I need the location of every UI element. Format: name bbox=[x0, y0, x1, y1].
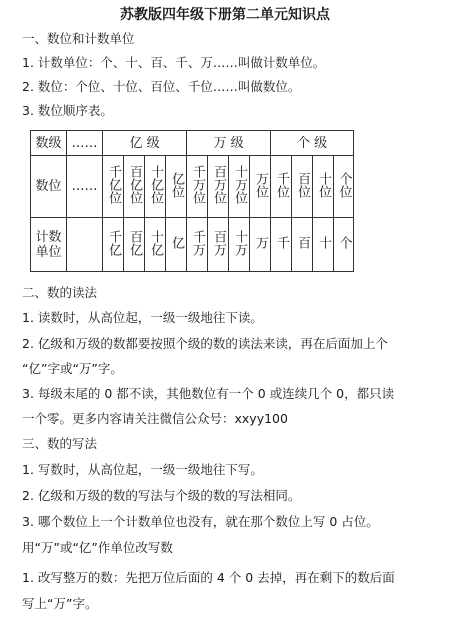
unit-label: 百亿 bbox=[127, 229, 142, 256]
unit-label: 十亿 bbox=[148, 229, 163, 256]
unit-row-label: 计数单位 bbox=[35, 229, 62, 260]
unit-label: 亿 bbox=[169, 236, 184, 249]
section-1-heading: 一、数位和计数单位 bbox=[22, 31, 135, 46]
unit-cell bbox=[124, 218, 145, 272]
place-label: 千位 bbox=[274, 171, 290, 198]
unit-label: 十万 bbox=[232, 229, 248, 256]
unit-label: 万 bbox=[253, 236, 269, 249]
place-label: 万位 bbox=[253, 171, 269, 198]
place-cell bbox=[334, 156, 354, 218]
place-cell bbox=[166, 156, 187, 218]
place-cell bbox=[313, 156, 334, 218]
place-cell bbox=[250, 156, 271, 218]
place-label: 十亿位 bbox=[148, 165, 163, 204]
unit-label: 十 bbox=[316, 236, 332, 249]
section-1-item-1: 1. 计数单位：个、十、百、千、万……叫做计数单位。 bbox=[22, 55, 326, 70]
place-label: 十万位 bbox=[232, 165, 248, 204]
unit-cell bbox=[271, 218, 292, 272]
place-label: 十位 bbox=[316, 171, 332, 198]
place-label: 千亿位 bbox=[106, 165, 121, 204]
section-2-item-2-line-2: “亿”字或“万”字。 bbox=[22, 361, 123, 376]
unit-label: 千 bbox=[274, 236, 290, 249]
header-level: 数级 bbox=[31, 131, 67, 156]
unit-label: 百 bbox=[295, 236, 311, 249]
place-label: 千万位 bbox=[190, 165, 206, 204]
unit-label: 百万 bbox=[211, 229, 227, 256]
unit-cell bbox=[187, 218, 208, 272]
place-cell bbox=[103, 156, 124, 218]
unit-cell bbox=[250, 218, 271, 272]
place-label: 个位 bbox=[336, 171, 352, 198]
section-3-item-1: 1. 写数时，从高位起，一级一级地往下写。 bbox=[22, 462, 263, 477]
section-3-item-2: 2. 亿级和万级的数的写法与个级的数的写法相同。 bbox=[22, 488, 301, 503]
unit-cell bbox=[103, 218, 124, 272]
place-cell bbox=[208, 156, 229, 218]
place-cell bbox=[292, 156, 313, 218]
place-label: 百位 bbox=[295, 171, 311, 198]
header-wan-level: 万 级 bbox=[187, 131, 271, 156]
place-value-table bbox=[30, 130, 354, 272]
unit-cell bbox=[166, 218, 187, 272]
place-cell bbox=[271, 156, 292, 218]
unit-cell bbox=[334, 218, 354, 272]
place-cell bbox=[145, 156, 166, 218]
unit-cell bbox=[145, 218, 166, 272]
section-4-heading: 用“万”或“亿”作单位改写数 bbox=[22, 540, 173, 555]
section-2-item-1: 1. 读数时，从高位起，一级一级地往下读。 bbox=[22, 310, 263, 325]
place-label: 百亿位 bbox=[127, 165, 142, 204]
section-1-item-3: 3. 数位顺序表。 bbox=[22, 103, 113, 118]
unit-label: 个 bbox=[336, 236, 352, 249]
place-cell bbox=[187, 156, 208, 218]
header-yi-level: 亿 级 bbox=[103, 131, 187, 156]
unit-dots-cell bbox=[67, 218, 103, 272]
section-2-item-3-line-2: 一个零。更多内容请关注微信公众号：xxyy100 bbox=[22, 411, 288, 426]
section-3-item-3: 3. 哪个数位上一个计数单位也没有，就在那个数位上写 0 占位。 bbox=[22, 514, 379, 529]
section-3-heading: 三、数的写法 bbox=[22, 436, 98, 451]
row-label-place: 数位 bbox=[31, 156, 67, 218]
unit-cell bbox=[313, 218, 334, 272]
section-2-item-3-line-1: 3. 每级末尾的 0 都不读，其他数位有一个 0 或连续几个 0，都只读 bbox=[22, 386, 395, 401]
unit-label: 千万 bbox=[190, 229, 206, 256]
header-ge-level: 个 级 bbox=[271, 131, 354, 156]
unit-cell bbox=[208, 218, 229, 272]
place-cell bbox=[229, 156, 250, 218]
place-label: 亿位 bbox=[169, 171, 184, 198]
place-cell bbox=[124, 156, 145, 218]
place-label: 百万位 bbox=[211, 165, 227, 204]
place-dots: …… bbox=[67, 156, 103, 218]
section-4-item-1-line-2: 写上“万”字。 bbox=[22, 596, 98, 611]
header-dots: …… bbox=[67, 131, 103, 156]
unit-cell bbox=[292, 218, 313, 272]
document-title: 苏教版四年级下册第二单元知识点 bbox=[120, 7, 330, 23]
row-label-unit bbox=[31, 218, 67, 272]
section-2-item-2-line-1: 2. 亿级和万级的数都要按照个级的数的读法来读，再在后面加上个 bbox=[22, 336, 388, 351]
unit-cell bbox=[229, 218, 250, 272]
section-4-item-1-line-1: 1. 改写整万的数：先把万位后面的 4 个 0 去掉，再在剩下的数后面 bbox=[22, 570, 395, 585]
unit-label: 千亿 bbox=[106, 229, 121, 256]
section-2-heading: 二、数的读法 bbox=[22, 285, 98, 300]
section-1-item-2: 2. 数位：个位、十位、百位、千位……叫做数位。 bbox=[22, 79, 301, 94]
